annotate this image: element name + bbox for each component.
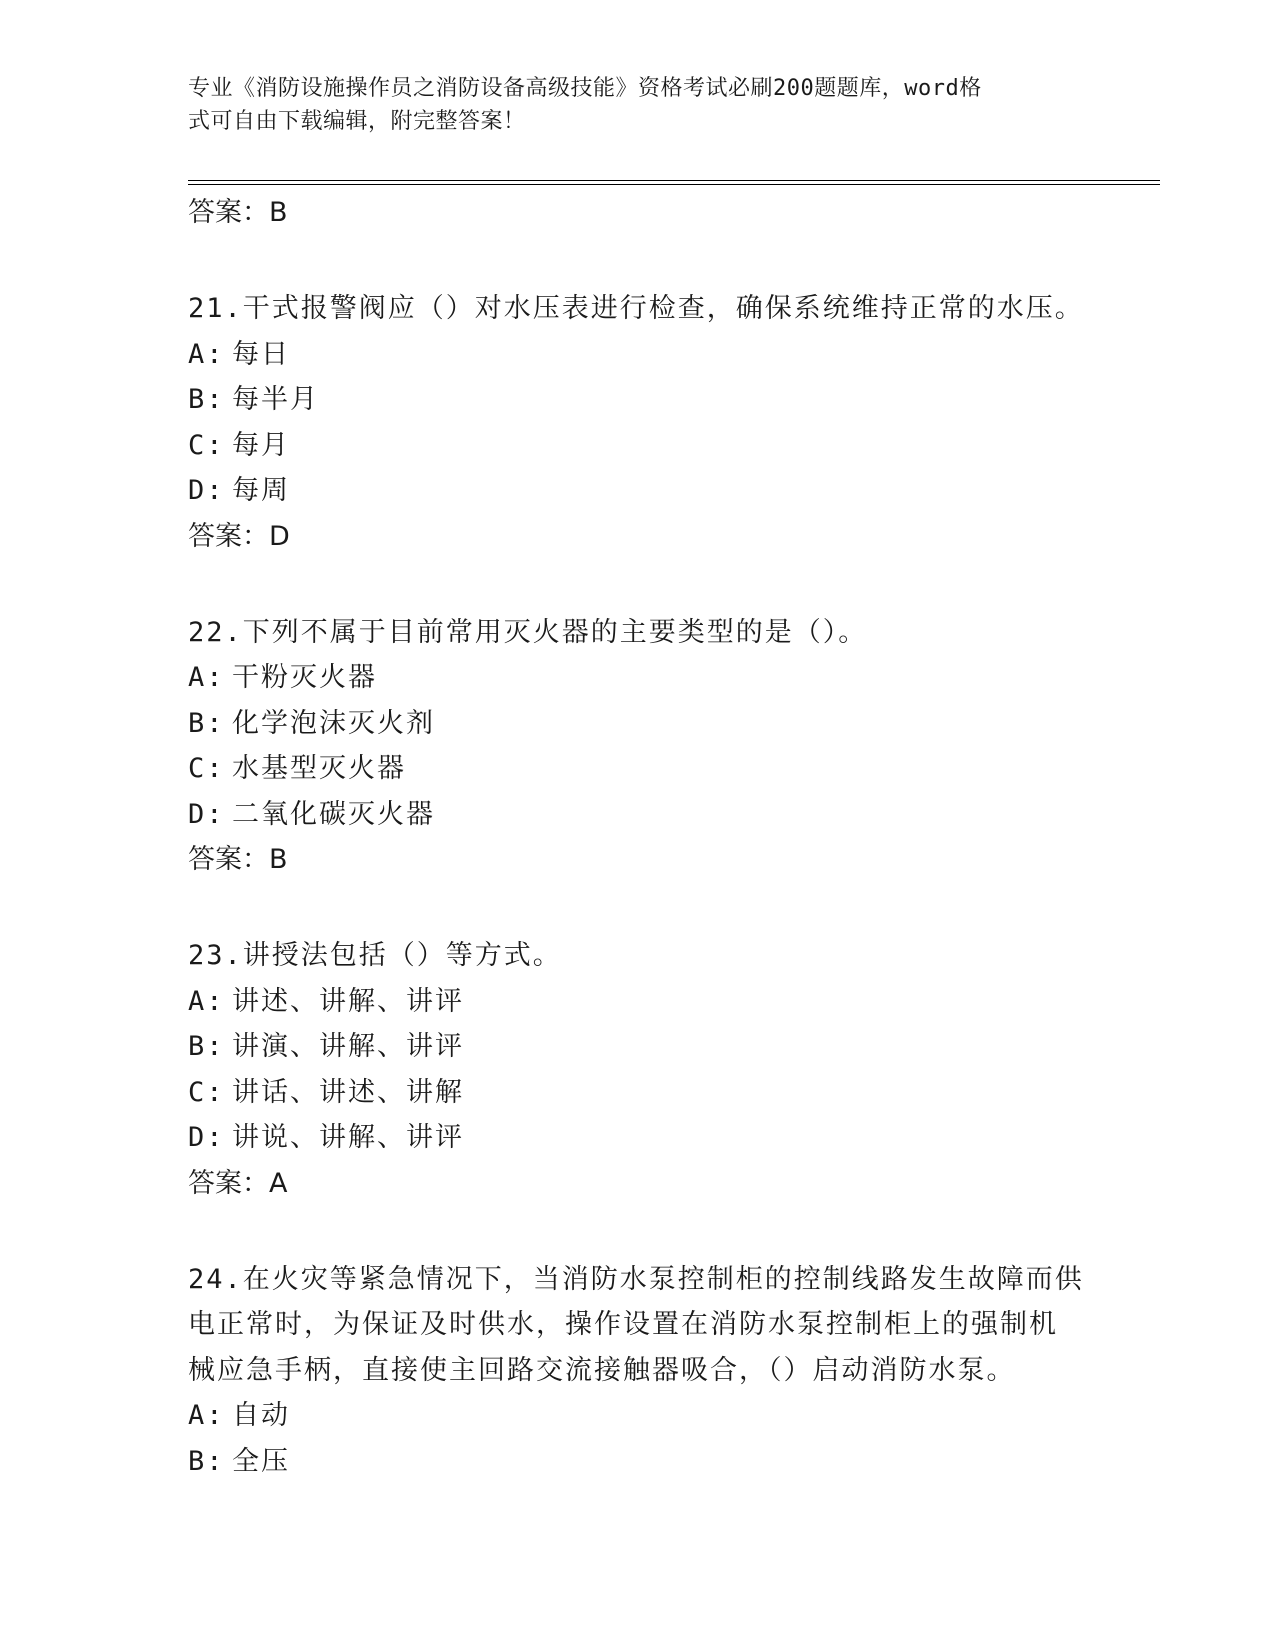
document-header <box>188 72 1088 138</box>
header-divider-top <box>188 180 1160 181</box>
option-text: 讲说、讲解、讲评 <box>232 1122 464 1153</box>
option-a <box>188 1393 1088 1439</box>
option-text: 每周 <box>232 475 290 506</box>
option-letter: B: <box>188 1031 225 1062</box>
answer-line: 答案：B <box>188 844 288 875</box>
answer-line: 答案：A <box>188 1167 288 1199</box>
option-text: 全压 <box>232 1445 290 1477</box>
answer-line: 答案：D <box>188 520 290 552</box>
option-c <box>188 1070 1088 1116</box>
option-text: 二氧化碳灭火器 <box>232 798 435 830</box>
option-letter: A: <box>188 338 225 370</box>
question-text-line-1: 24.在火灾等紧急情况下，当消防水泵控制柜的控制线路发生故障而供 <box>188 1263 1084 1295</box>
option-text: 讲话、讲述、讲解 <box>232 1076 464 1108</box>
option-d <box>188 1115 1088 1161</box>
option-letter: A: <box>188 985 225 1017</box>
option-c <box>188 423 1088 469</box>
option-text: 每日 <box>232 338 290 370</box>
option-a <box>188 332 1088 378</box>
option-b <box>188 701 1088 747</box>
header-divider-bottom <box>188 184 1160 185</box>
option-a <box>188 655 1088 701</box>
option-b <box>188 1024 1088 1070</box>
question-text: 21.干式报警阀应（）对水压表进行检查，确保系统维持正常的水压。 <box>188 293 1084 324</box>
option-letter: C: <box>188 429 225 461</box>
option-letter: D: <box>188 798 225 830</box>
option-letter: D: <box>188 475 225 506</box>
option-letter: B: <box>188 384 225 415</box>
option-text: 自动 <box>232 1400 290 1431</box>
header-line-1: 专业《消防设施操作员之消防设备高级技能》资格考试必刷200题题库，word格 <box>188 76 982 101</box>
option-letter: A: <box>188 1400 225 1431</box>
option-a <box>188 979 1088 1025</box>
option-text: 讲演、讲解、讲评 <box>232 1031 464 1062</box>
option-c <box>188 746 1088 792</box>
question-block <box>188 610 1088 883</box>
question-block <box>188 1257 1088 1485</box>
option-letter: D: <box>188 1122 225 1153</box>
option-text: 化学泡沫灭火剂 <box>232 707 435 739</box>
option-text: 干粉灭火器 <box>232 662 377 693</box>
question-list <box>188 190 1088 1484</box>
option-letter: A: <box>188 662 225 693</box>
question-text-line-2: 电正常时，为保证及时供水，操作设置在消防水泵控制柜上的强制机 <box>188 1309 1058 1340</box>
answer-line: 答案：B <box>188 197 288 228</box>
option-d <box>188 792 1088 838</box>
option-letter: C: <box>188 1076 225 1108</box>
header-line-2: 式可自由下载编辑，附完整答案！ <box>188 109 526 134</box>
question-text: 23.讲授法包括（）等方式。 <box>188 940 562 971</box>
option-letter: C: <box>188 753 225 784</box>
question-block <box>188 286 1088 559</box>
option-text: 水基型灭火器 <box>232 753 406 784</box>
option-d <box>188 468 1088 514</box>
question-block <box>188 933 1088 1206</box>
option-text: 讲述、讲解、讲评 <box>232 985 464 1017</box>
question-text: 22.下列不属于目前常用灭火器的主要类型的是（）。 <box>188 616 868 648</box>
option-letter: B: <box>188 1445 225 1477</box>
option-b <box>188 377 1088 423</box>
option-text: 每半月 <box>232 384 319 415</box>
question-text-line-3: 械应急手柄，直接使主回路交流接触器吸合，（）启动消防水泵。 <box>188 1354 1016 1386</box>
option-b <box>188 1439 1088 1485</box>
option-text: 每月 <box>232 429 290 461</box>
option-letter: B: <box>188 707 225 739</box>
